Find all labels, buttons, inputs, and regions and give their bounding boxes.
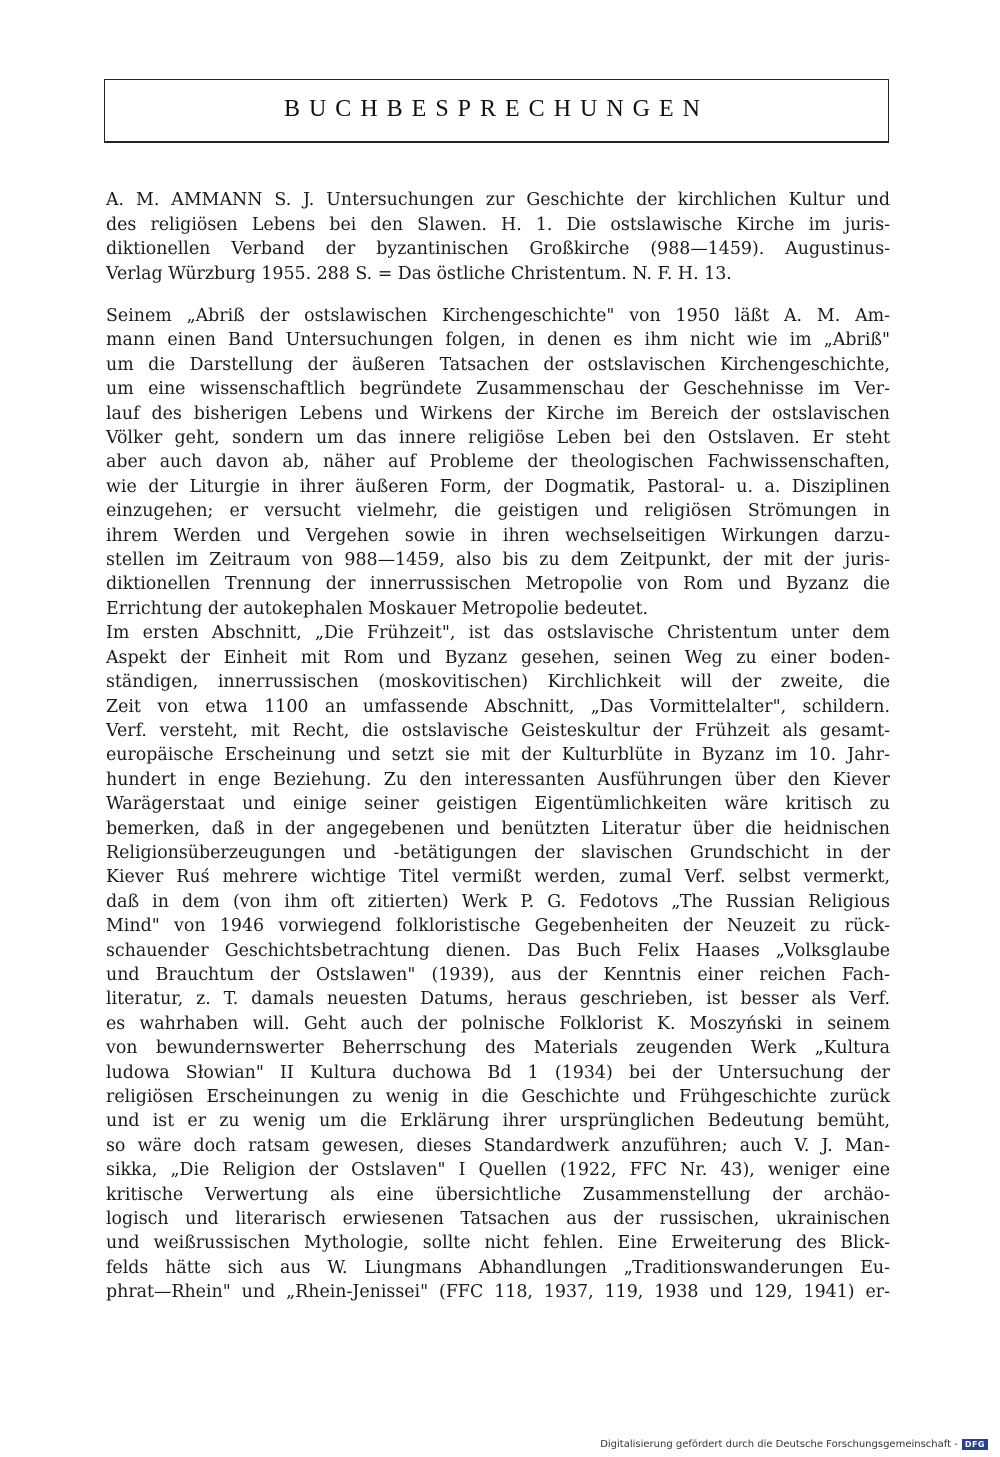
- footer-text: Digitalisierung gefördert durch die Deutsche Forschungsgemeinschaft -: [600, 1439, 958, 1450]
- paragraph-1: [106, 304, 890, 621]
- text-line: daß in dem (von ihm oft zitierten) Werk P. G. Fedotovs „The Russian Religious: [106, 891, 890, 912]
- text-line: hundert in enge Beziehung. Zu den interessanten Ausführungen über den Kiever: [106, 769, 890, 790]
- text-line: ludowa Słowian" II Kultura duchowa Bd 1 (1934) bei der Untersuchung der: [106, 1062, 890, 1083]
- text-line: wie der Liturgie in ihrer äußeren Form, der Dogmatik, Pastoral- u. a. Disziplinen: [106, 476, 890, 497]
- text-line: ihrem Werden und Vergehen sowie in ihren wechselseitigen Wirkungen darzu-: [106, 525, 890, 546]
- text-line: Zeit von etwa 1100 an umfassende Abschnitt, „Das Vormittelalter", schildern.: [106, 696, 890, 717]
- text-line: Warägerstaat und einige seiner geistigen Eigentümlichkeiten wäre kritisch zu: [106, 794, 890, 815]
- text-line: Verf. versteht, mit Recht, die ostslavische Geisteskultur der Frühzeit als gesamt-: [106, 720, 890, 741]
- text-line: und weißrussischen Mythologie, sollte nicht fehlen. Eine Erweiterung des Blick-: [106, 1233, 890, 1254]
- book-citation: [106, 188, 890, 286]
- digitization-footer: [600, 1439, 988, 1450]
- text-line: einzugehen; er versucht vielmehr, die geistigen und religiösen Strömungen in: [106, 501, 890, 522]
- text-line: Aspekt der Einheit mit Rom und Byzanz gesehen, seinen Weg zu einer boden-: [106, 647, 890, 668]
- citation-line: des religiösen Lebens bei den Slawen. H. 1. Die ostslawische Kirche im juris-: [106, 214, 890, 235]
- citation-line: A. M. AMMANN S. J. Untersuchungen zur Geschichte der kirchlichen Kultur und: [106, 190, 890, 210]
- text-line: so wäre doch ratsam gewesen, dieses Standardwerk anzuführen; auch V. J. Man-: [106, 1135, 890, 1156]
- text-line: logisch und literarisch erwiesenen Tatsachen aus der russischen, ukrainischen: [106, 1209, 890, 1230]
- review-body: [106, 304, 890, 1305]
- text-line: europäische Erscheinung und setzt sie mit der Kulturblüte in Byzanz im 10. Jahr-: [106, 745, 890, 766]
- text-line: felds hätte sich aus W. Liungmans Abhandlungen „Traditionswanderungen Eu-: [106, 1257, 890, 1278]
- text-line: mann einen Band Untersuchungen folgen, in denen es ihm nicht wie im „Abriß": [106, 330, 890, 351]
- paragraph-2: [106, 621, 890, 1304]
- text-line: es wahrhaben will. Geht auch der polnische Folklorist K. Moszyński in seinem: [106, 1013, 890, 1034]
- text-line: sikka, „Die Religion der Ostslaven" I Quellen (1922, FFC Nr. 43), weniger eine: [106, 1160, 890, 1181]
- text-line: religiösen Erscheinungen zu wenig in die Geschichte und Frühgeschichte zurück: [106, 1087, 890, 1107]
- text-line: Völker geht, sondern um das innere religiöse Leben bei den Ostslaven. Er steht: [106, 428, 890, 449]
- text-line: Religionsüberzeugungen und -betätigungen der slavischen Grundschicht in der: [106, 842, 890, 863]
- text-line: literatur, z. T. damals neuesten Datums, heraus geschrieben, ist besser als Verf.: [106, 989, 890, 1010]
- text-line: phrat—Rhein" und „Rhein-Jenissei" (FFC 118, 1937, 119, 1938 und 129, 1941) er-: [106, 1282, 890, 1303]
- text-line: Mind" von 1946 vorwiegend folkloristische Gegebenheiten der Neuzeit zu rück-: [106, 916, 890, 937]
- text-line: schauender Geschichtsbetrachtung dienen. Das Buch Felix Haases „Volksglaube: [106, 940, 890, 961]
- text-line: diktionellen Trennung der innerrussischen Metropolie von Rom und Byzanz die: [106, 574, 890, 595]
- dfg-logo: DFG: [962, 1439, 988, 1450]
- text-line: aber auch davon ab, näher auf Probleme der theologischen Fachwissenschaften,: [106, 452, 890, 473]
- text-line: von bewundernswerter Beherrschung des Materials zeugenden Werk „Kultura: [106, 1038, 890, 1059]
- text-line: kritische Verwertung als eine übersichtliche Zusammenstellung der archäo-: [106, 1184, 890, 1205]
- text-line: und ist er zu wenig um die Erklärung ihrer ursprünglichen Bedeutung bemüht,: [106, 1111, 890, 1132]
- section-title: BUCHBESPRECHUNGEN: [283, 96, 710, 122]
- citation-line: Verlag Würzburg 1955. 288 S. = Das östliche Christentum. N. F. H. 13.: [106, 263, 732, 284]
- text-line: und Brauchtum der Ostslawen" (1939), aus der Kenntnis einer reichen Fach-: [106, 964, 890, 985]
- text-line: um eine wissenschaftlich begründete Zusammenschau der Geschehnisse im Ver-: [106, 379, 890, 400]
- section-header-box: [104, 79, 889, 143]
- text-line: Kiever Ruś mehrere wichtige Titel vermißt werden, zumal Verf. selbst vermerkt,: [106, 867, 890, 888]
- text-line: bemerken, daß in der angegebenen und benützten Literatur über die heidnischen: [106, 818, 890, 839]
- text-line: lauf des bisherigen Lebens und Wirkens der Kirche im Bereich der ostslavischen: [106, 403, 890, 424]
- text-line: um die Darstellung der äußeren Tatsachen der ostslavischen Kirchengeschichte,: [106, 354, 890, 375]
- text-line: Errichtung der autokephalen Moskauer Metropolie bedeutet.: [106, 598, 648, 619]
- text-line: Im ersten Abschnitt, „Die Frühzeit", ist das ostslavische Christentum unter dem: [106, 623, 890, 644]
- text-line: Seinem „Abriß der ostslawischen Kirchengeschichte" von 1950 läßt A. M. Am-: [106, 306, 890, 326]
- text-line: stellen im Zeitraum von 988—1459, also bis zu dem Zeitpunkt, der mit der juris-: [106, 550, 890, 571]
- text-line: ständigen, innerrussischen (moskovitischen) Kirchlichkeit will der zweite, die: [106, 672, 890, 693]
- citation-line: diktionellen Verband der byzantinischen Großkirche (988—1459). Augustinus-: [106, 239, 890, 259]
